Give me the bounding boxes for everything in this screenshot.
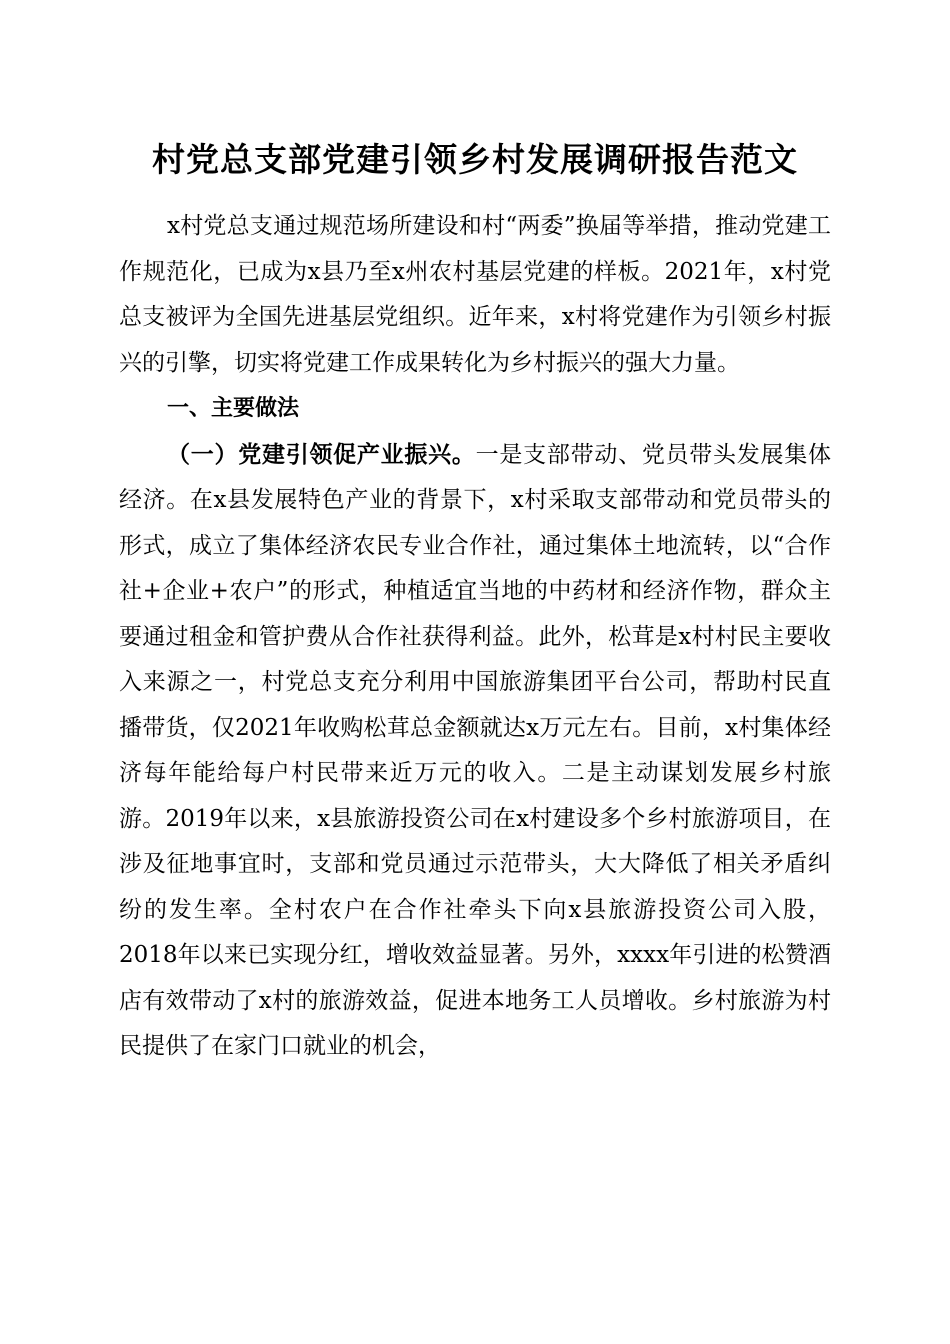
intro-paragraph: x村党总支通过规范场所建设和村“两委”换届等举措，推动党建工作规范化，已成为x县乃至x州农村基层党建的样板。2021年，x村党总支被评为全国先进基层党组织。近年来，x村将党建作为引领乡村振兴的引擎，切实将党建工作成果转化为乡村振兴的强大力量。 [119,213,831,376]
subsection-title: （一）党建引领促产业振兴。 [167,440,476,468]
document-title: 村党总支部党建引领乡村发展调研报告范文 [152,140,798,179]
document-body [119,204,831,1070]
subsection-text: 一是支部带动、党员带头发展集体经济。在x县发展特色产业的背景下，x村采取支部带动和党员带头的形式，成立了集体经济农民专业合作社，通过集体土地流转，以“合作社+企业+农户”的形式，种植适宜当地的中药材和经济作物，群众主要通过租金和管护费从合作社获得利益。此外，松茸是x村村民主要收入来源之一，村党总支充分利用中国旅游集团平台公司，帮助村民直播带货，仅2021年收购松茸总金额就达x万元左右。目前，x村集体经济每年能给每户村民带来近万元的收入。二是主动谋划发展乡村旅游。2019年以来，x县旅游投资公司在x村建设多个乡村旅游项目，在涉及征地事宜时，支部和党员通过示范带头，大大降低了相关矛盾纠纷的发生率。全村农户在合作社牵头下向x县旅游投资公司入股，2018年以来已实现分红，增收效益显著。另外，xxxx年引进的松赞酒店有效带动了x村的旅游效益，促进本地务工人员增收。乡村旅游为村民提供了在家门口就业的机会， [119,441,832,1059]
section-heading: 一、主要做法 [167,396,300,421]
subsection-paragraph [119,432,831,1070]
